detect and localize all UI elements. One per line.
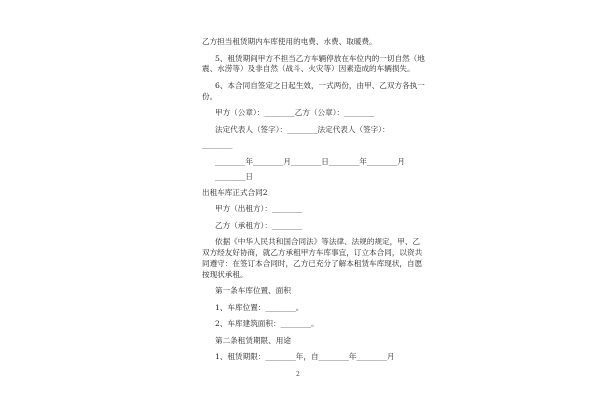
clause-5-line-2: 震、水涝等）及非自然（战斗、火灾等）因素造成的车辆损失。 xyxy=(202,64,415,74)
clause-5-line-1: 5、租赁期间甲方不担当乙方车辆停放在车位内的一切自然（地 xyxy=(215,53,425,63)
preamble-line-4: 按现状承租。 xyxy=(202,269,248,279)
signature-blank: ________ xyxy=(202,140,233,150)
lease-term-line: 1、租赁期限：________年，自________年________月 xyxy=(215,352,395,361)
signature-line: 法定代表人（签字）：________法定代表人（签字）： xyxy=(215,124,390,134)
section-title: 出租车库正式合同2 xyxy=(202,188,268,198)
preamble-line-1: 依据《中华人民共和国合同法》等法律、法规的规定，甲、乙 xyxy=(215,237,421,247)
page-number: 2 xyxy=(296,371,300,378)
preamble-line-2: 双方经友好协商，就乙方承租甲方车库事宜，订立本合同，以资共 xyxy=(202,248,423,257)
article-1-title: 第一条车库位置、面积 xyxy=(215,286,291,295)
party-b-line: 乙方（承租方）：________ xyxy=(215,220,303,230)
date-line-end: ________日 xyxy=(215,171,253,181)
garage-location-line: 1、车库位置：________。 xyxy=(215,302,304,312)
clause-6-line-2: 份。 xyxy=(202,91,218,101)
party-a-line: 甲方（出租方）：________ xyxy=(215,204,303,214)
article-2-title: 第二条租赁期限、用途 xyxy=(215,335,291,345)
date-line: ________年________月________日________年________月 xyxy=(215,156,405,166)
clause-6-line-1: 6、本合同自签定之日起生效，一式两份，由甲、乙双方各执一 xyxy=(215,80,425,90)
garage-area-line: 2、车库建筑面积：________。 xyxy=(215,319,319,328)
seal-line: 甲方（公章）：________乙方（公章）：________ xyxy=(215,108,375,117)
text-line: 乙方担当租赁期内车库使用的电费、水费、取暖费。 xyxy=(202,37,377,46)
preamble-line-3: 同遵守：在签订本合同时，乙方已充分了解本租赁车库现状，自愿 xyxy=(202,258,423,268)
